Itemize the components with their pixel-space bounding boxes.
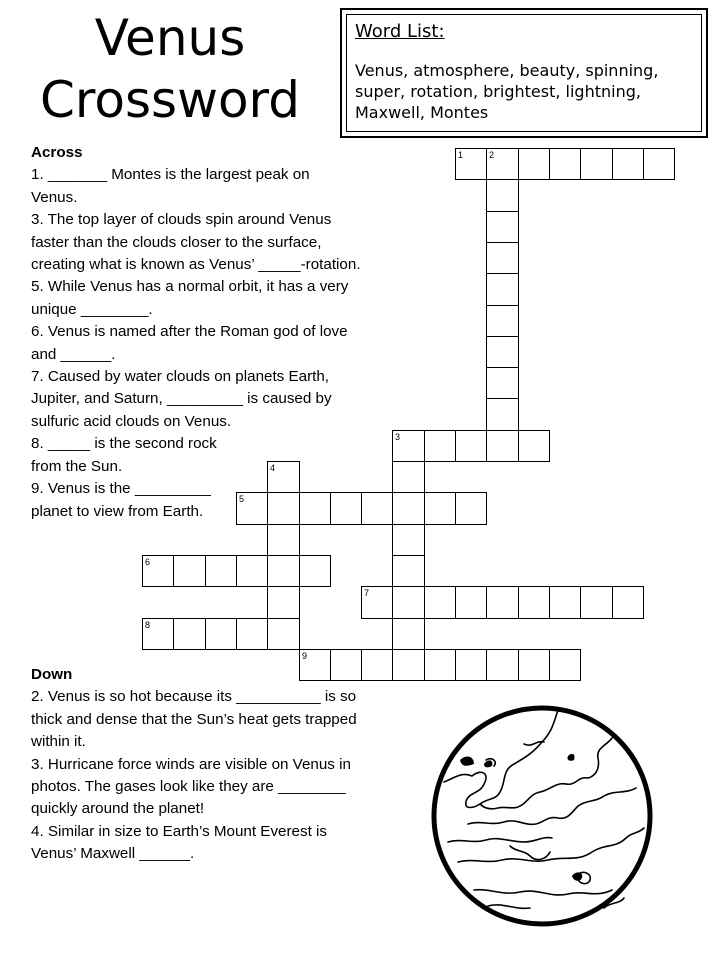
grid-cell[interactable] <box>330 492 362 525</box>
clue-number-9: 9 <box>302 651 308 661</box>
grid-cell[interactable] <box>486 586 519 619</box>
grid-cell[interactable] <box>424 586 456 619</box>
down-heading: Down <box>31 666 73 683</box>
venus-planet-icon <box>428 702 656 930</box>
clue-number-2: 2 <box>489 150 495 160</box>
clue-number-3: 3 <box>395 432 401 442</box>
clue-number-8: 8 <box>145 620 151 630</box>
grid-cell[interactable] <box>455 492 487 525</box>
grid-cell[interactable] <box>518 649 550 681</box>
grid-cell[interactable] <box>518 586 550 619</box>
grid-cell[interactable] <box>392 649 425 681</box>
grid-cell[interactable] <box>267 555 300 587</box>
grid-cell[interactable] <box>361 492 393 525</box>
word-list-heading: Word List: <box>355 21 445 42</box>
grid-cell[interactable] <box>392 555 425 587</box>
across-clue-5: 5. While Venus has a normal orbit, it has a very unique ________. <box>31 278 349 318</box>
grid-cell[interactable] <box>299 492 331 525</box>
grid-cell[interactable] <box>392 461 425 493</box>
word-list-words: Venus, atmosphere, beauty, spinning, super, rotation, brightest, lightning, Maxwell, Montes <box>355 61 659 122</box>
grid-cell[interactable] <box>392 586 425 619</box>
grid-cell[interactable] <box>424 492 456 525</box>
grid-cell[interactable] <box>267 524 300 556</box>
grid-cell[interactable] <box>455 430 487 462</box>
grid-cell[interactable] <box>643 148 675 180</box>
across-clue-1: 1. _______ Montes is the largest peak on Venus. <box>31 166 310 206</box>
grid-cell[interactable] <box>392 618 425 650</box>
grid-cell[interactable] <box>486 273 519 306</box>
grid-cell[interactable] <box>486 211 519 243</box>
grid-cell[interactable] <box>299 555 331 587</box>
grid-cell[interactable] <box>580 586 613 619</box>
grid-cell[interactable] <box>486 242 519 274</box>
grid-cell[interactable] <box>486 430 519 462</box>
grid-cell[interactable] <box>267 492 300 525</box>
grid-cell[interactable] <box>205 555 237 587</box>
grid-cell[interactable] <box>392 492 425 525</box>
grid-cell[interactable] <box>549 586 581 619</box>
grid-cell[interactable] <box>580 148 613 180</box>
grid-cell[interactable] <box>267 586 300 619</box>
grid-cell[interactable] <box>486 398 519 431</box>
grid-cell[interactable] <box>455 586 487 619</box>
grid-cell[interactable] <box>518 430 550 462</box>
across-clue-3: 3. The top layer of clouds spin around Venus faster than the clouds closer to the surface, creating what is known as Venus’ _____-rotation. <box>31 211 361 274</box>
grid-cell[interactable] <box>361 649 393 681</box>
grid-cell[interactable] <box>424 430 456 462</box>
down-clue-3: 3. Hurricane force winds are visible on Venus in photos. The gases look like they are ________ quickly around the planet! <box>31 755 351 818</box>
across-clue-7: 7. Caused by water clouds on planets Earth, Jupiter, and Saturn, _________ is caused by sulfuric acid clouds on Venus. <box>31 368 332 430</box>
down-clue-2: 2. Venus is so hot because its __________ is so thick and dense that the Sun’s heat gets trapped within it. <box>31 688 357 751</box>
clue-number-7: 7 <box>364 588 370 598</box>
grid-cell[interactable] <box>486 179 519 212</box>
clue-number-5: 5 <box>239 494 245 504</box>
across-clue-8: 8. _____ is the second rock from the Sun. <box>31 435 217 475</box>
grid-cell[interactable] <box>549 148 581 180</box>
grid-cell[interactable] <box>173 618 206 650</box>
grid-cell[interactable] <box>236 555 268 587</box>
page-title-line2: Crossword <box>40 71 300 129</box>
down-clue-4: 4. Similar in size to Earth’s Mount Everest is Venus’ Maxwell ______. <box>31 822 327 863</box>
grid-cell[interactable] <box>267 618 300 650</box>
page-title-line1: Venus <box>94 9 246 67</box>
grid-cell[interactable] <box>612 148 644 180</box>
grid-cell[interactable] <box>486 336 519 368</box>
grid-cell[interactable] <box>330 649 362 681</box>
grid-cell[interactable] <box>486 367 519 399</box>
grid-cell[interactable] <box>424 649 456 681</box>
clue-number-6: 6 <box>145 557 151 567</box>
clue-number-1: 1 <box>458 150 464 160</box>
grid-cell[interactable] <box>549 649 581 681</box>
across-heading: Across <box>31 144 83 161</box>
grid-cell[interactable] <box>392 524 425 556</box>
grid-cell[interactable] <box>205 618 237 650</box>
grid-cell[interactable] <box>612 586 644 619</box>
grid-cell[interactable] <box>486 649 519 681</box>
grid-cell[interactable] <box>486 305 519 337</box>
clue-number-4: 4 <box>270 463 276 473</box>
across-clue-6: 6. Venus is named after the Roman god of love and ______. <box>31 323 348 363</box>
grid-cell[interactable] <box>173 555 206 587</box>
across-clue-9: 9. Venus is the _________ planet to view from Earth. <box>31 480 211 520</box>
grid-cell[interactable] <box>518 148 550 180</box>
grid-cell[interactable] <box>455 649 487 681</box>
grid-cell[interactable] <box>236 618 268 650</box>
